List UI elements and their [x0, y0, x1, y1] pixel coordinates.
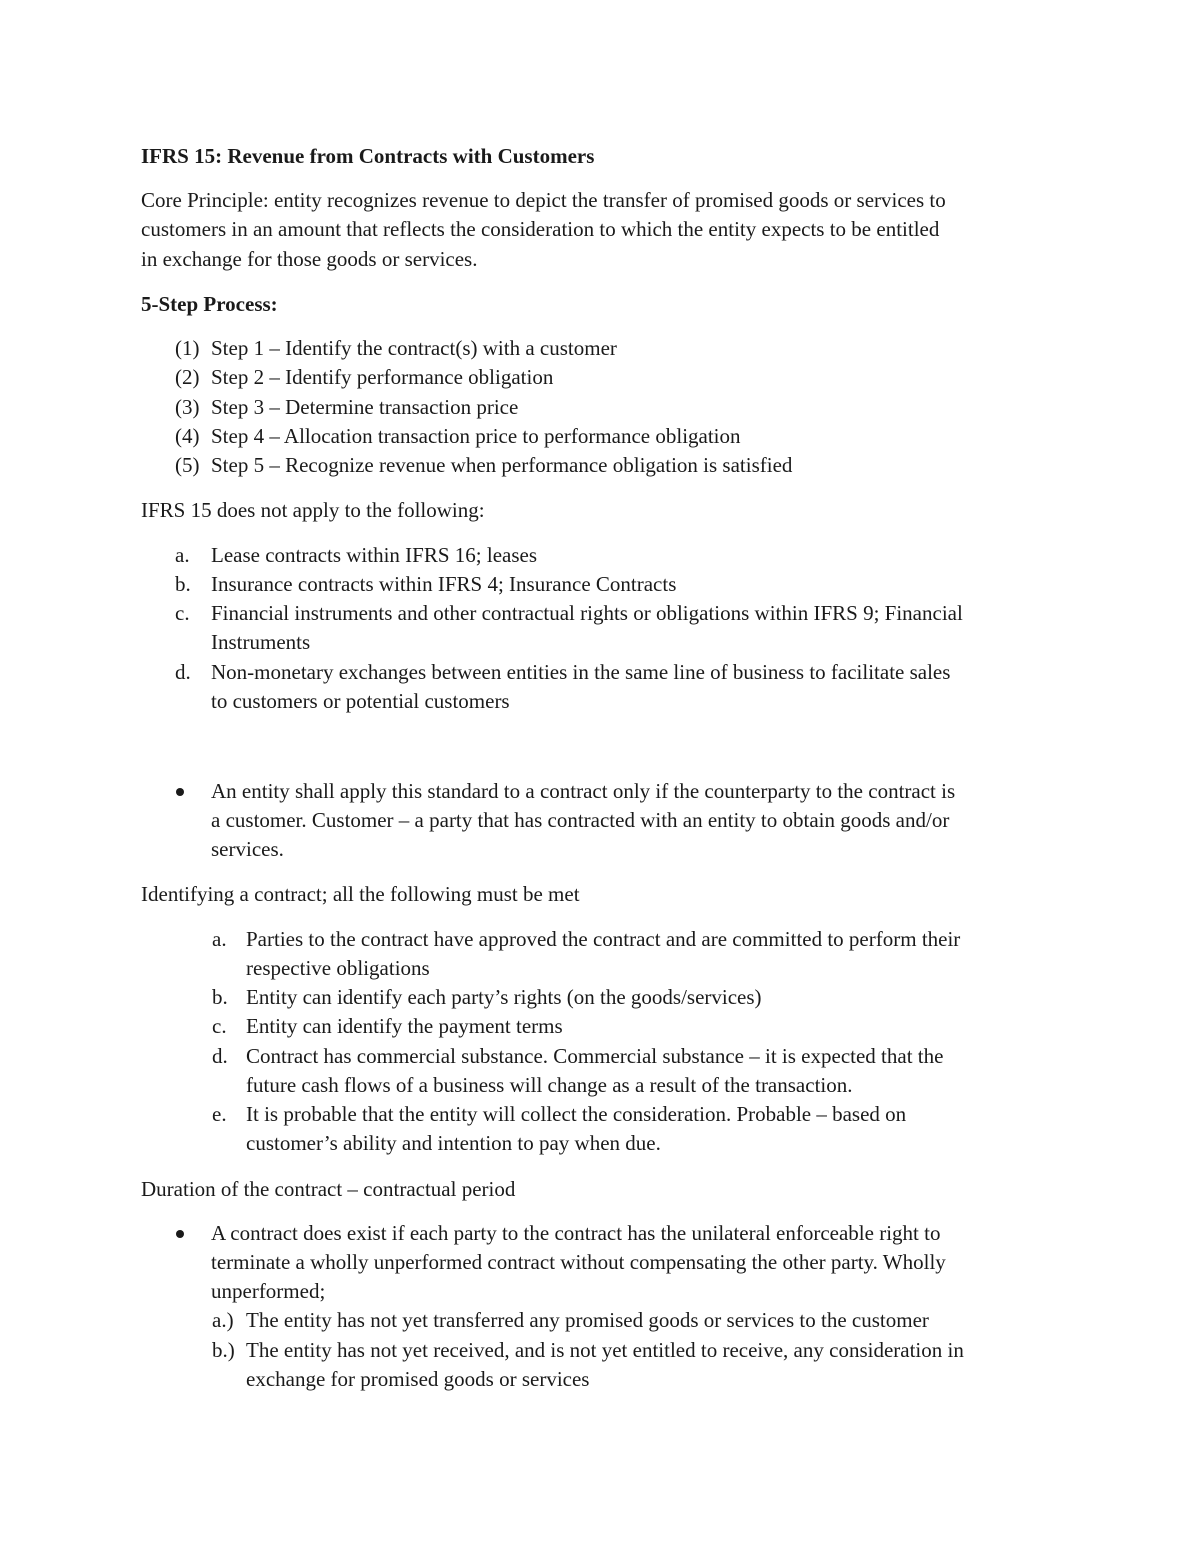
- identifying-item-b: Entity can identify each party’s rights (on the goods/services): [246, 985, 762, 1009]
- duration-sub-item-b-line-2: exchange for promised goods or services: [246, 1367, 590, 1391]
- step-text-4: Step 4 – Allocation transaction price to performance obligation: [211, 424, 741, 448]
- step-text-3: Step 3 – Determine transaction price: [211, 395, 519, 419]
- customer-bullet-line-2: a customer. Customer – a party that has contracted with an entity to obtain goods and/or: [211, 808, 950, 832]
- duration-sub-item-a: The entity has not yet transferred any promised goods or services to the customer: [246, 1308, 929, 1332]
- identifying-marker-d: d.: [212, 1044, 228, 1068]
- step-marker-3: (3): [175, 395, 200, 419]
- step-marker-4: (4): [175, 424, 200, 448]
- identifying-heading: Identifying a contract; all the following must be met: [141, 882, 580, 906]
- core-principle-line-3: in exchange for those goods or services.: [141, 247, 478, 271]
- duration-bullet-line-1: A contract does exist if each party to the contract has the unilateral enforceable right to: [211, 1221, 941, 1245]
- identifying-marker-b: b.: [212, 985, 228, 1009]
- not-apply-item-d-line-2: to customers or potential customers: [211, 689, 510, 713]
- identifying-item-d-line-1: Contract has commercial substance. Commercial substance – it is expected that the: [246, 1044, 944, 1068]
- not-apply-heading: IFRS 15 does not apply to the following:: [141, 498, 485, 522]
- bullet-dot-icon: [176, 1230, 184, 1238]
- duration-heading: Duration of the contract – contractual period: [141, 1177, 516, 1201]
- five-step-heading: 5-Step Process:: [141, 292, 278, 316]
- not-apply-item-a: Lease contracts within IFRS 16; leases: [211, 543, 538, 567]
- not-apply-marker-c: c.: [175, 601, 190, 625]
- not-apply-item-c-line-2: Instruments: [211, 630, 311, 654]
- identifying-item-e-line-2: customer’s ability and intention to pay when due.: [246, 1131, 661, 1155]
- duration-bullet-line-3: unperformed;: [211, 1279, 326, 1303]
- duration-sub-item-b-line-1: The entity has not yet received, and is not yet entitled to receive, any consideration in: [246, 1338, 964, 1362]
- customer-bullet-line-1: An entity shall apply this standard to a contract only if the counterparty to the contract is: [211, 779, 956, 803]
- step-marker-2: (2): [175, 365, 200, 389]
- duration-sub-marker-b: b.): [212, 1338, 235, 1362]
- identifying-item-d-line-2: future cash flows of a business will change as a result of the transaction.: [246, 1073, 853, 1097]
- document-title: IFRS 15: Revenue from Contracts with Customers: [141, 144, 595, 168]
- not-apply-marker-b: b.: [175, 572, 191, 596]
- customer-bullet-line-3: services.: [211, 837, 284, 861]
- not-apply-item-d-line-1: Non-monetary exchanges between entities in the same line of business to facilitate sales: [211, 660, 951, 684]
- identifying-item-a-line-2: respective obligations: [246, 956, 430, 980]
- duration-sub-marker-a: a.): [212, 1308, 234, 1332]
- step-text-2: Step 2 – Identify performance obligation: [211, 365, 554, 389]
- step-text-1: Step 1 – Identify the contract(s) with a customer: [211, 336, 617, 360]
- identifying-marker-e: e.: [212, 1102, 227, 1126]
- identifying-marker-a: a.: [212, 927, 227, 951]
- identifying-item-c: Entity can identify the payment terms: [246, 1014, 563, 1038]
- core-principle-line-1: Core Principle: entity recognizes revenue to depict the transfer of promised goods or services to: [141, 188, 946, 212]
- core-principle-line-2: customers in an amount that reflects the consideration to which the entity expects to be entitled: [141, 217, 940, 241]
- not-apply-marker-d: d.: [175, 660, 191, 684]
- not-apply-item-b: Insurance contracts within IFRS 4; Insurance Contracts: [211, 572, 677, 596]
- not-apply-item-c-line-1: Financial instruments and other contractual rights or obligations within IFRS 9; Financial: [211, 601, 963, 625]
- not-apply-marker-a: a.: [175, 543, 190, 567]
- step-marker-1: (1): [175, 336, 200, 360]
- step-marker-5: (5): [175, 453, 200, 477]
- identifying-item-e-line-1: It is probable that the entity will collect the consideration. Probable – based on: [246, 1102, 907, 1126]
- bullet-dot-icon: [176, 788, 184, 796]
- identifying-item-a-line-1: Parties to the contract have approved the contract and are committed to perform their: [246, 927, 961, 951]
- step-text-5: Step 5 – Recognize revenue when performance obligation is satisfied: [211, 453, 793, 477]
- duration-bullet-line-2: terminate a wholly unperformed contract without compensating the other party. Wholly: [211, 1250, 946, 1274]
- identifying-marker-c: c.: [212, 1014, 227, 1038]
